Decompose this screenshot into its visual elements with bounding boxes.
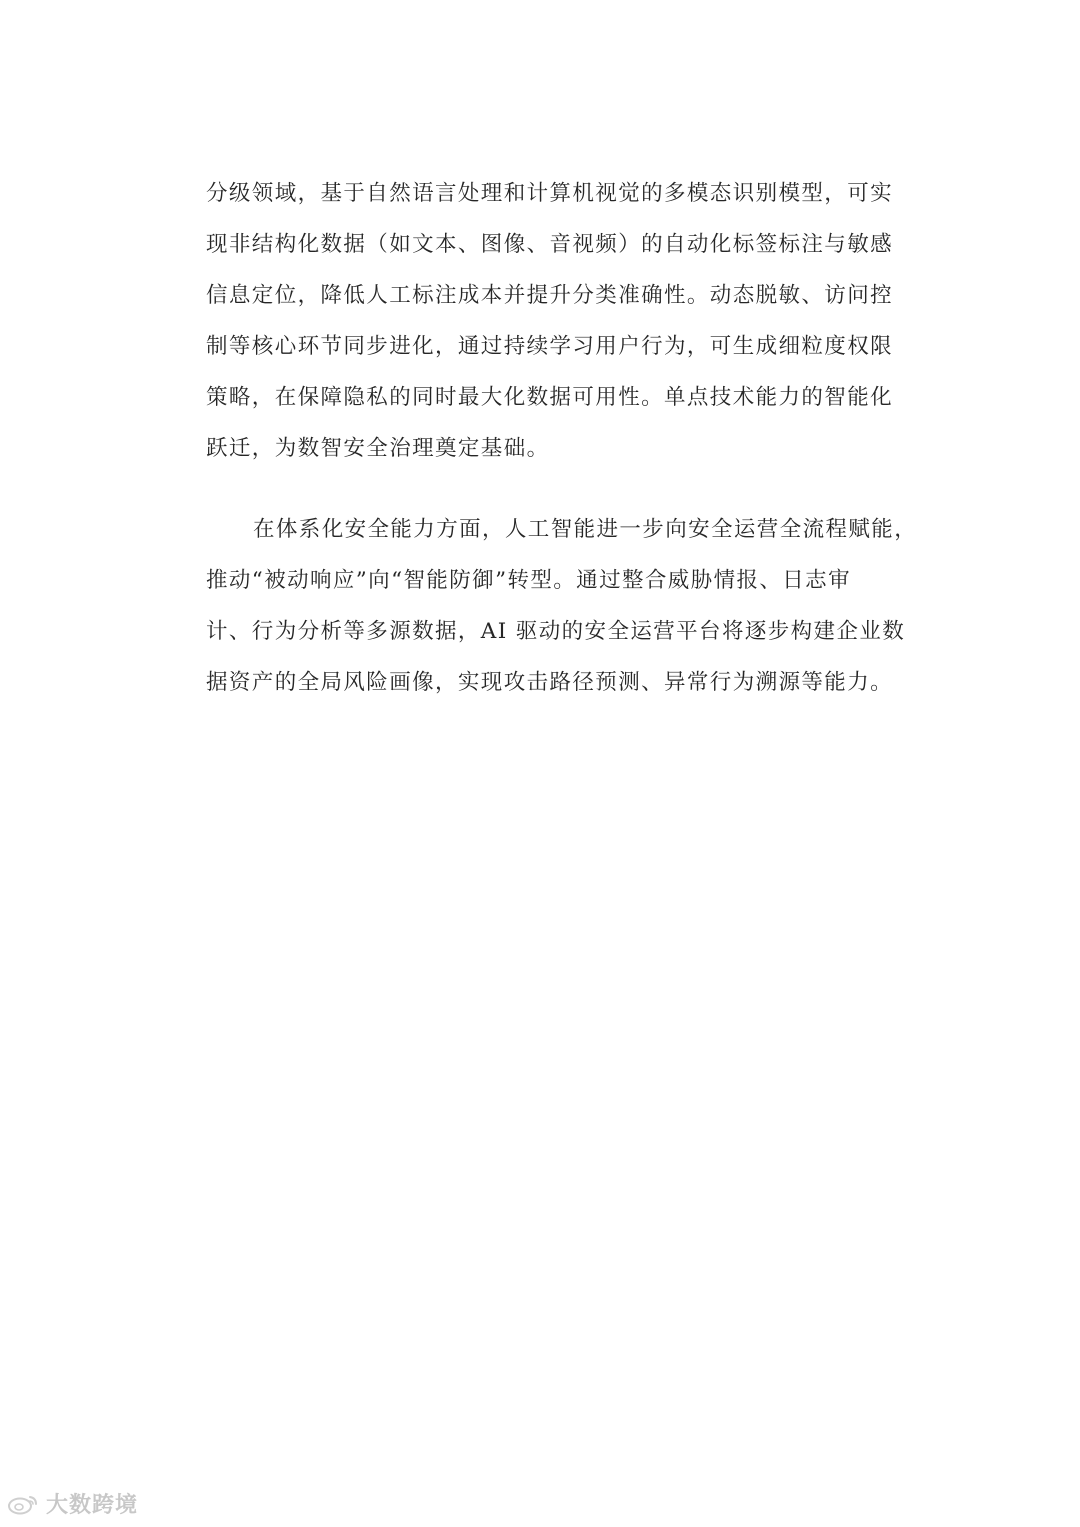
text-line: 信息定位，降低人工标注成本并提升分类准确性。动态脱敏、访问控 — [206, 283, 894, 308]
text-line: 策略，在保障隐私的同时最大化数据可用性。单点技术能力的智能化 — [206, 385, 894, 410]
weibo-logo-icon — [6, 1493, 40, 1515]
text-line: 在体系化安全能力方面，人工智能进一步向安全运营全流程赋能， — [253, 517, 918, 542]
text-line: 推动“被动响应”向“智能防御”转型。通过整合威胁情报、日志审 — [206, 568, 851, 593]
text-line: 分级领域，基于自然语言处理和计算机视觉的多模态识别模型，可实 — [206, 181, 894, 206]
document-body — [206, 172, 918, 712]
watermark — [6, 1488, 138, 1519]
text-line: 计、行为分析等多源数据，AI 驱动的安全运营平台将逐步构建企业数 — [206, 619, 906, 644]
paragraph-2 — [206, 508, 918, 712]
text-line: 现非结构化数据（如文本、图像、音视频）的自动化标签标注与敏感 — [206, 232, 894, 257]
text-line: 制等核心环节同步进化，通过持续学习用户行为，可生成细粒度权限 — [206, 334, 894, 359]
text-line: 据资产的全局风险画像，实现攻击路径预测、异常行为溯源等能力。 — [206, 670, 894, 695]
text-line: 跃迁，为数智安全治理奠定基础。 — [206, 436, 550, 461]
watermark-text: 大数跨境 — [46, 1493, 139, 1518]
paragraph-1 — [206, 172, 896, 478]
